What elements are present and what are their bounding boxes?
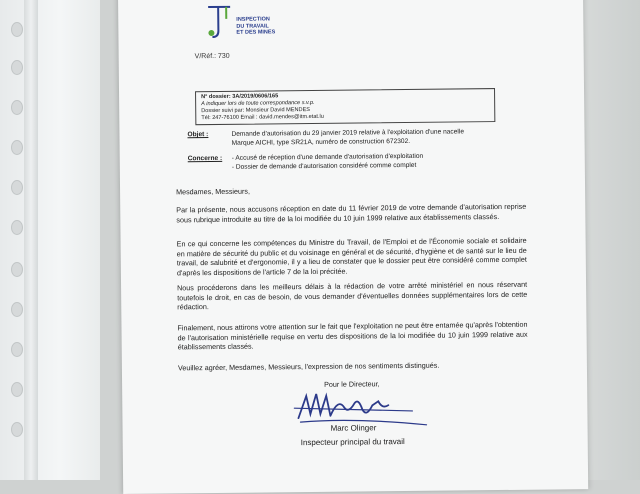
- punch-hole: [11, 100, 23, 115]
- punch-hole: [11, 140, 23, 155]
- punch-hole: [11, 220, 23, 235]
- concerne-text: [232, 152, 532, 172]
- punch-hole: [11, 422, 23, 437]
- objet-line-1: Demande d'autorisation du 29 janvier 2019 relative à l'exploitation d'une nacelle: [231, 128, 465, 138]
- itm-logo: [202, 0, 282, 47]
- handwritten-signature: [292, 387, 432, 428]
- letter-page: [118, 0, 588, 494]
- objet-label-text: Objet :: [187, 131, 209, 139]
- signatory-title: Inspecteur principal du travail: [300, 437, 405, 448]
- punch-hole: [11, 60, 23, 75]
- concerne-label: [188, 155, 223, 164]
- paragraph-4: Finalement, nous attirons votre attention sur le fait que l'exploitation ne peut être entamée qu'après l'obtention de l'autorisation ministérielle requise en vertu des dispositions de la loi modifiée du 10 juin 1999 relative aux établissements classés.: [177, 319, 528, 352]
- logo-line-1: INSPECTION: [236, 16, 270, 23]
- dossier-note: A indiquer lors de toute correspondance s.v.p.: [201, 99, 315, 108]
- punch-hole: [11, 22, 23, 37]
- punch-hole: [11, 180, 23, 195]
- sleeve-binding-strip: [24, 0, 38, 480]
- objet-label: [187, 131, 208, 140]
- reference-number: V/Réf.: 730: [194, 52, 230, 61]
- dossier-followed-by: Dossier suivi par: Monsieur David MENDES: [201, 106, 311, 115]
- desk-background: [580, 0, 640, 480]
- dossier-number: N° dossier: 3A/2019/0606/165: [201, 93, 279, 101]
- paragraph-1: Par la présente, nous accusons réception en date du 11 février 2019 de votre demande d'autorisation reprise sous rubrique introduite au titre de la loi modifiée du 10 juin 1999 relative aux établissements classés.: [176, 201, 527, 224]
- punch-hole: [11, 382, 23, 397]
- closing: Veuillez agréer, Mesdames, Messieurs, l'expression de nos sentiments distingués.: [177, 360, 440, 373]
- paragraph-2: En ce qui concerne les compétences du Ministre du Travail, de l'Emploi et de l'Économie sociale et solidaire en matière de sécurité du public et du voisinage en général et de sécurité, d'hygiène et de santé sur le lieu de travail, de salubrité et d'ergonomie, il y a lieu de constater que le dossier peut être considéré comme complet d'après les dispositions de l'article 7 de la loi précitée.: [176, 235, 527, 278]
- paragraph-3: Nous procéderons dans les meilleurs délais à la rédaction de votre arrêté ministériel en nous réservant toutefois le droit, en cas de besoin, de vous demander d'éventuelles données supplémentaires lors de cette rédaction.: [177, 279, 528, 312]
- dossier-box: [195, 88, 495, 125]
- signature-intro: Pour le Directeur,: [324, 379, 380, 389]
- salutation: Mesdames, Messieurs,: [176, 186, 251, 197]
- concerne-item-2: - Dossier de demande d'autorisation considéré comme complet: [231, 161, 417, 171]
- punch-hole: [11, 342, 23, 357]
- concerne-label-text: Concerne :: [187, 154, 223, 163]
- itm-logo-icon: [202, 3, 236, 43]
- dossier-contact: Tél: 247-76100 Email : david.mendes@itm.etat.lu: [201, 113, 324, 122]
- plastic-sleeve: [0, 0, 100, 480]
- punch-hole: [11, 302, 23, 317]
- punch-hole: [11, 262, 23, 277]
- signatory-name: Marc Olinger: [330, 423, 377, 433]
- objet-text: [231, 128, 531, 148]
- concerne-item-1: - Accusé de réception d'une demande d'autorisation d'exploitation: [231, 152, 424, 162]
- logo-line-3: ET DES MINES: [236, 29, 276, 36]
- logo-line-2: DU TRAVAIL: [236, 22, 269, 30]
- objet-line-2: Marque AICHI, type SR21A, numéro de construction 672302.: [231, 137, 411, 147]
